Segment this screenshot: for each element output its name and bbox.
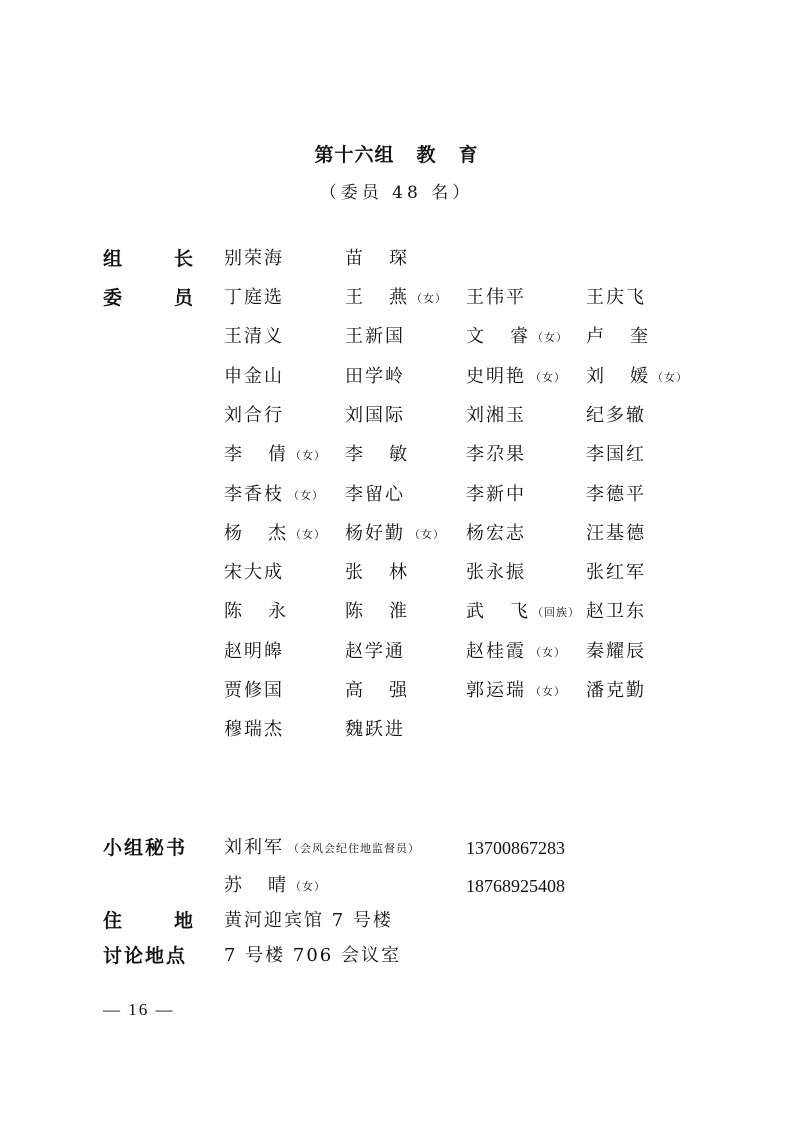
name-text: 倩	[268, 444, 286, 466]
member-entry	[345, 443, 407, 467]
member-entry	[345, 522, 445, 547]
name-text: 魏跃进	[345, 719, 405, 741]
member-name	[345, 561, 407, 585]
member-name	[224, 640, 284, 664]
group-field-char-1: 教	[416, 144, 437, 166]
member-name	[345, 600, 407, 624]
member-entry	[345, 483, 405, 507]
name-note: （女）	[288, 488, 324, 502]
name-note: （女）	[290, 880, 326, 893]
name-text: 李	[224, 444, 242, 466]
member-name	[466, 325, 528, 349]
name-text: 李香枝	[224, 483, 284, 505]
member-entry	[586, 600, 646, 624]
name-text: 永	[268, 601, 286, 623]
member-name	[466, 561, 526, 585]
member-entry	[466, 679, 566, 704]
member-entry	[466, 561, 526, 585]
member-entry	[466, 325, 568, 350]
name-text: 贾修国	[224, 680, 284, 701]
name-text: 王清义	[224, 326, 284, 348]
name-text: 文	[466, 326, 484, 348]
name-text: 张红军	[586, 562, 646, 584]
member-name	[586, 365, 648, 389]
name-note: （女）	[530, 685, 566, 698]
residence-value: 黄河迎宾馆 7 号楼	[224, 910, 393, 931]
member-name	[586, 286, 646, 310]
name-text: 史明艳	[466, 365, 526, 387]
member-name	[224, 836, 284, 860]
member-entry	[586, 365, 688, 390]
name-text: 刘合行	[224, 404, 284, 426]
member-entry	[466, 365, 566, 390]
name-text: 赵卫东	[586, 601, 646, 623]
member-entry	[466, 286, 526, 310]
name-text: 田学岭	[345, 365, 405, 387]
member-name	[586, 404, 646, 428]
member-entry	[586, 325, 648, 349]
member-entry	[345, 404, 405, 428]
name-text: 纪多辙	[586, 404, 646, 426]
member-entry	[586, 679, 646, 703]
name-text: 李新中	[466, 483, 526, 505]
leader-entry	[224, 247, 284, 271]
member-name	[345, 404, 405, 428]
name-note: （会风会纪住地监督员）	[288, 842, 420, 855]
venue-value: 7 号楼 706 会议室	[224, 945, 401, 966]
member-name	[224, 404, 284, 428]
member-entry	[466, 522, 526, 546]
name-text: 秦耀辰	[586, 640, 646, 662]
member-name	[345, 247, 407, 271]
member-name	[345, 483, 405, 507]
member-entry	[586, 561, 646, 585]
secretary-entry	[224, 836, 420, 861]
name-text: 武	[466, 601, 484, 623]
name-text: 晴	[268, 875, 286, 896]
member-entry	[466, 404, 526, 428]
member-name	[224, 443, 286, 467]
member-entry	[345, 600, 407, 624]
member-entry	[586, 443, 646, 467]
member-label-char-1: 委	[103, 287, 123, 309]
name-note: （女）	[411, 292, 447, 305]
name-text: 陈	[224, 601, 242, 623]
name-note: （女）	[530, 645, 566, 659]
name-text: 李	[345, 444, 363, 466]
member-name	[466, 483, 526, 507]
member-entry	[224, 365, 284, 389]
name-note: （回族）	[532, 606, 580, 620]
name-text: 刘国际	[345, 404, 405, 426]
member-entry	[224, 640, 284, 664]
name-note: （女）	[652, 370, 688, 384]
name-text: 李尕果	[466, 444, 526, 466]
name-note: （女）	[530, 370, 566, 384]
member-name	[466, 640, 526, 664]
name-text: 张	[345, 562, 363, 584]
name-text: 强	[389, 680, 407, 701]
name-text: 李国红	[586, 444, 646, 466]
secretary-entry	[224, 874, 326, 899]
member-entry	[586, 522, 646, 546]
member-entry	[345, 561, 407, 585]
secretary-label: 小组秘书	[103, 837, 188, 859]
name-text: 王伟平	[466, 287, 526, 308]
name-note: （女）	[532, 331, 568, 345]
member-entry	[224, 600, 286, 624]
member-name	[345, 679, 407, 703]
member-name	[345, 325, 405, 349]
member-name	[224, 325, 284, 349]
name-text: 苗	[345, 248, 363, 269]
member-entry	[224, 443, 326, 468]
group-title	[0, 140, 793, 167]
member-entry	[586, 286, 646, 310]
member-name	[466, 365, 526, 389]
member-entry	[224, 404, 284, 428]
name-note: （女）	[409, 527, 445, 541]
name-text: 奎	[630, 326, 648, 348]
name-text: 刘利军	[224, 837, 284, 858]
member-entry	[224, 561, 284, 585]
member-entry	[586, 404, 646, 428]
name-text: 别荣海	[224, 248, 284, 269]
name-text: 杰	[268, 522, 286, 544]
member-name	[224, 483, 284, 507]
name-text: 张永振	[466, 562, 526, 584]
member-entry	[345, 365, 405, 389]
member-name	[345, 522, 405, 546]
member-entry	[466, 483, 526, 507]
name-text: 王庆飞	[586, 287, 646, 308]
member-label-char-2: 员	[173, 287, 193, 309]
member-name	[586, 561, 646, 585]
name-text: 苏	[224, 875, 242, 896]
name-text: 穆瑞杰	[224, 719, 284, 741]
residence-label-char-2: 地	[173, 910, 193, 932]
group-name: 第十六组	[314, 144, 395, 166]
name-text: 赵学通	[345, 640, 405, 662]
member-name	[466, 522, 526, 546]
name-text: 飞	[510, 601, 528, 623]
name-text: 汪基德	[586, 522, 646, 544]
name-text: 林	[389, 562, 407, 584]
member-count: （委员 48 名）	[319, 183, 474, 203]
member-name	[345, 718, 405, 742]
member-name	[224, 874, 286, 898]
member-name	[466, 443, 526, 467]
member-entry	[345, 679, 407, 703]
member-entry	[224, 522, 326, 547]
member-entry	[345, 718, 405, 742]
member-name	[224, 718, 284, 742]
member-name	[345, 640, 405, 664]
member-name	[224, 247, 284, 271]
member-name	[586, 522, 646, 546]
member-name	[586, 483, 646, 507]
leader-label-char-2: 长	[173, 248, 193, 270]
name-text: 杨	[224, 522, 242, 544]
member-name	[224, 522, 286, 546]
residence-label-char-1: 住	[103, 910, 123, 932]
name-text: 李留心	[345, 483, 405, 505]
member-label	[103, 286, 193, 310]
member-name	[345, 286, 407, 310]
member-entry	[224, 286, 284, 310]
member-name	[586, 443, 646, 467]
member-entry	[345, 640, 405, 664]
name-text: 宋大成	[224, 562, 284, 584]
name-text: 睿	[510, 326, 528, 348]
name-note: （女）	[290, 527, 326, 541]
group-field-char-2: 育	[458, 144, 479, 166]
member-entry	[224, 483, 324, 508]
member-name	[224, 679, 284, 703]
name-text: 杨好勤	[345, 522, 405, 544]
leader-entry	[345, 247, 407, 271]
name-text: 刘	[586, 365, 604, 387]
member-name	[224, 600, 286, 624]
name-text: 王	[345, 287, 363, 308]
name-note: （女）	[290, 449, 326, 463]
name-text: 赵桂霞	[466, 640, 526, 662]
secretary-phone: 13700867283	[466, 838, 565, 858]
member-name	[224, 365, 284, 389]
member-name	[224, 561, 284, 585]
name-text: 燕	[389, 287, 407, 308]
member-entry	[586, 640, 646, 664]
name-text: 郭运瑞	[466, 680, 526, 701]
name-text: 高	[345, 680, 363, 701]
venue-label: 讨论地点	[103, 945, 188, 967]
name-text: 李德平	[586, 483, 646, 505]
name-text: 赵明皞	[224, 640, 284, 662]
name-text: 琛	[389, 248, 407, 269]
member-entry	[345, 325, 405, 349]
member-name	[224, 286, 284, 310]
member-name	[586, 600, 646, 624]
member-name	[586, 679, 646, 703]
member-name	[466, 286, 526, 310]
name-text: 敏	[389, 444, 407, 466]
member-entry	[466, 640, 566, 665]
secretary-phone: 18768925408	[466, 876, 565, 896]
name-text: 杨宏志	[466, 522, 526, 544]
member-name	[466, 679, 526, 703]
leader-label	[103, 247, 193, 271]
member-name	[586, 640, 646, 664]
name-text: 申金山	[224, 365, 284, 387]
member-name	[586, 325, 648, 349]
member-entry	[224, 325, 284, 349]
name-text: 潘克勤	[586, 680, 646, 701]
member-entry	[586, 483, 646, 507]
name-text: 陈	[345, 601, 363, 623]
member-entry	[224, 718, 284, 742]
member-entry	[345, 286, 447, 311]
member-name	[466, 404, 526, 428]
member-name	[345, 443, 407, 467]
name-text: 卢	[586, 326, 604, 348]
member-entry	[466, 443, 526, 467]
member-name	[466, 600, 528, 624]
residence-label	[103, 909, 193, 933]
name-text: 丁庭选	[224, 287, 284, 308]
name-text: 媛	[630, 365, 648, 387]
member-name	[345, 365, 405, 389]
page-number: — 16 —	[103, 1000, 175, 1019]
member-entry	[224, 679, 284, 703]
name-text: 淮	[389, 601, 407, 623]
member-entry	[466, 600, 580, 625]
name-text: 王新国	[345, 326, 405, 348]
name-text: 刘湘玉	[466, 404, 526, 426]
leader-label-char-1: 组	[103, 248, 123, 270]
